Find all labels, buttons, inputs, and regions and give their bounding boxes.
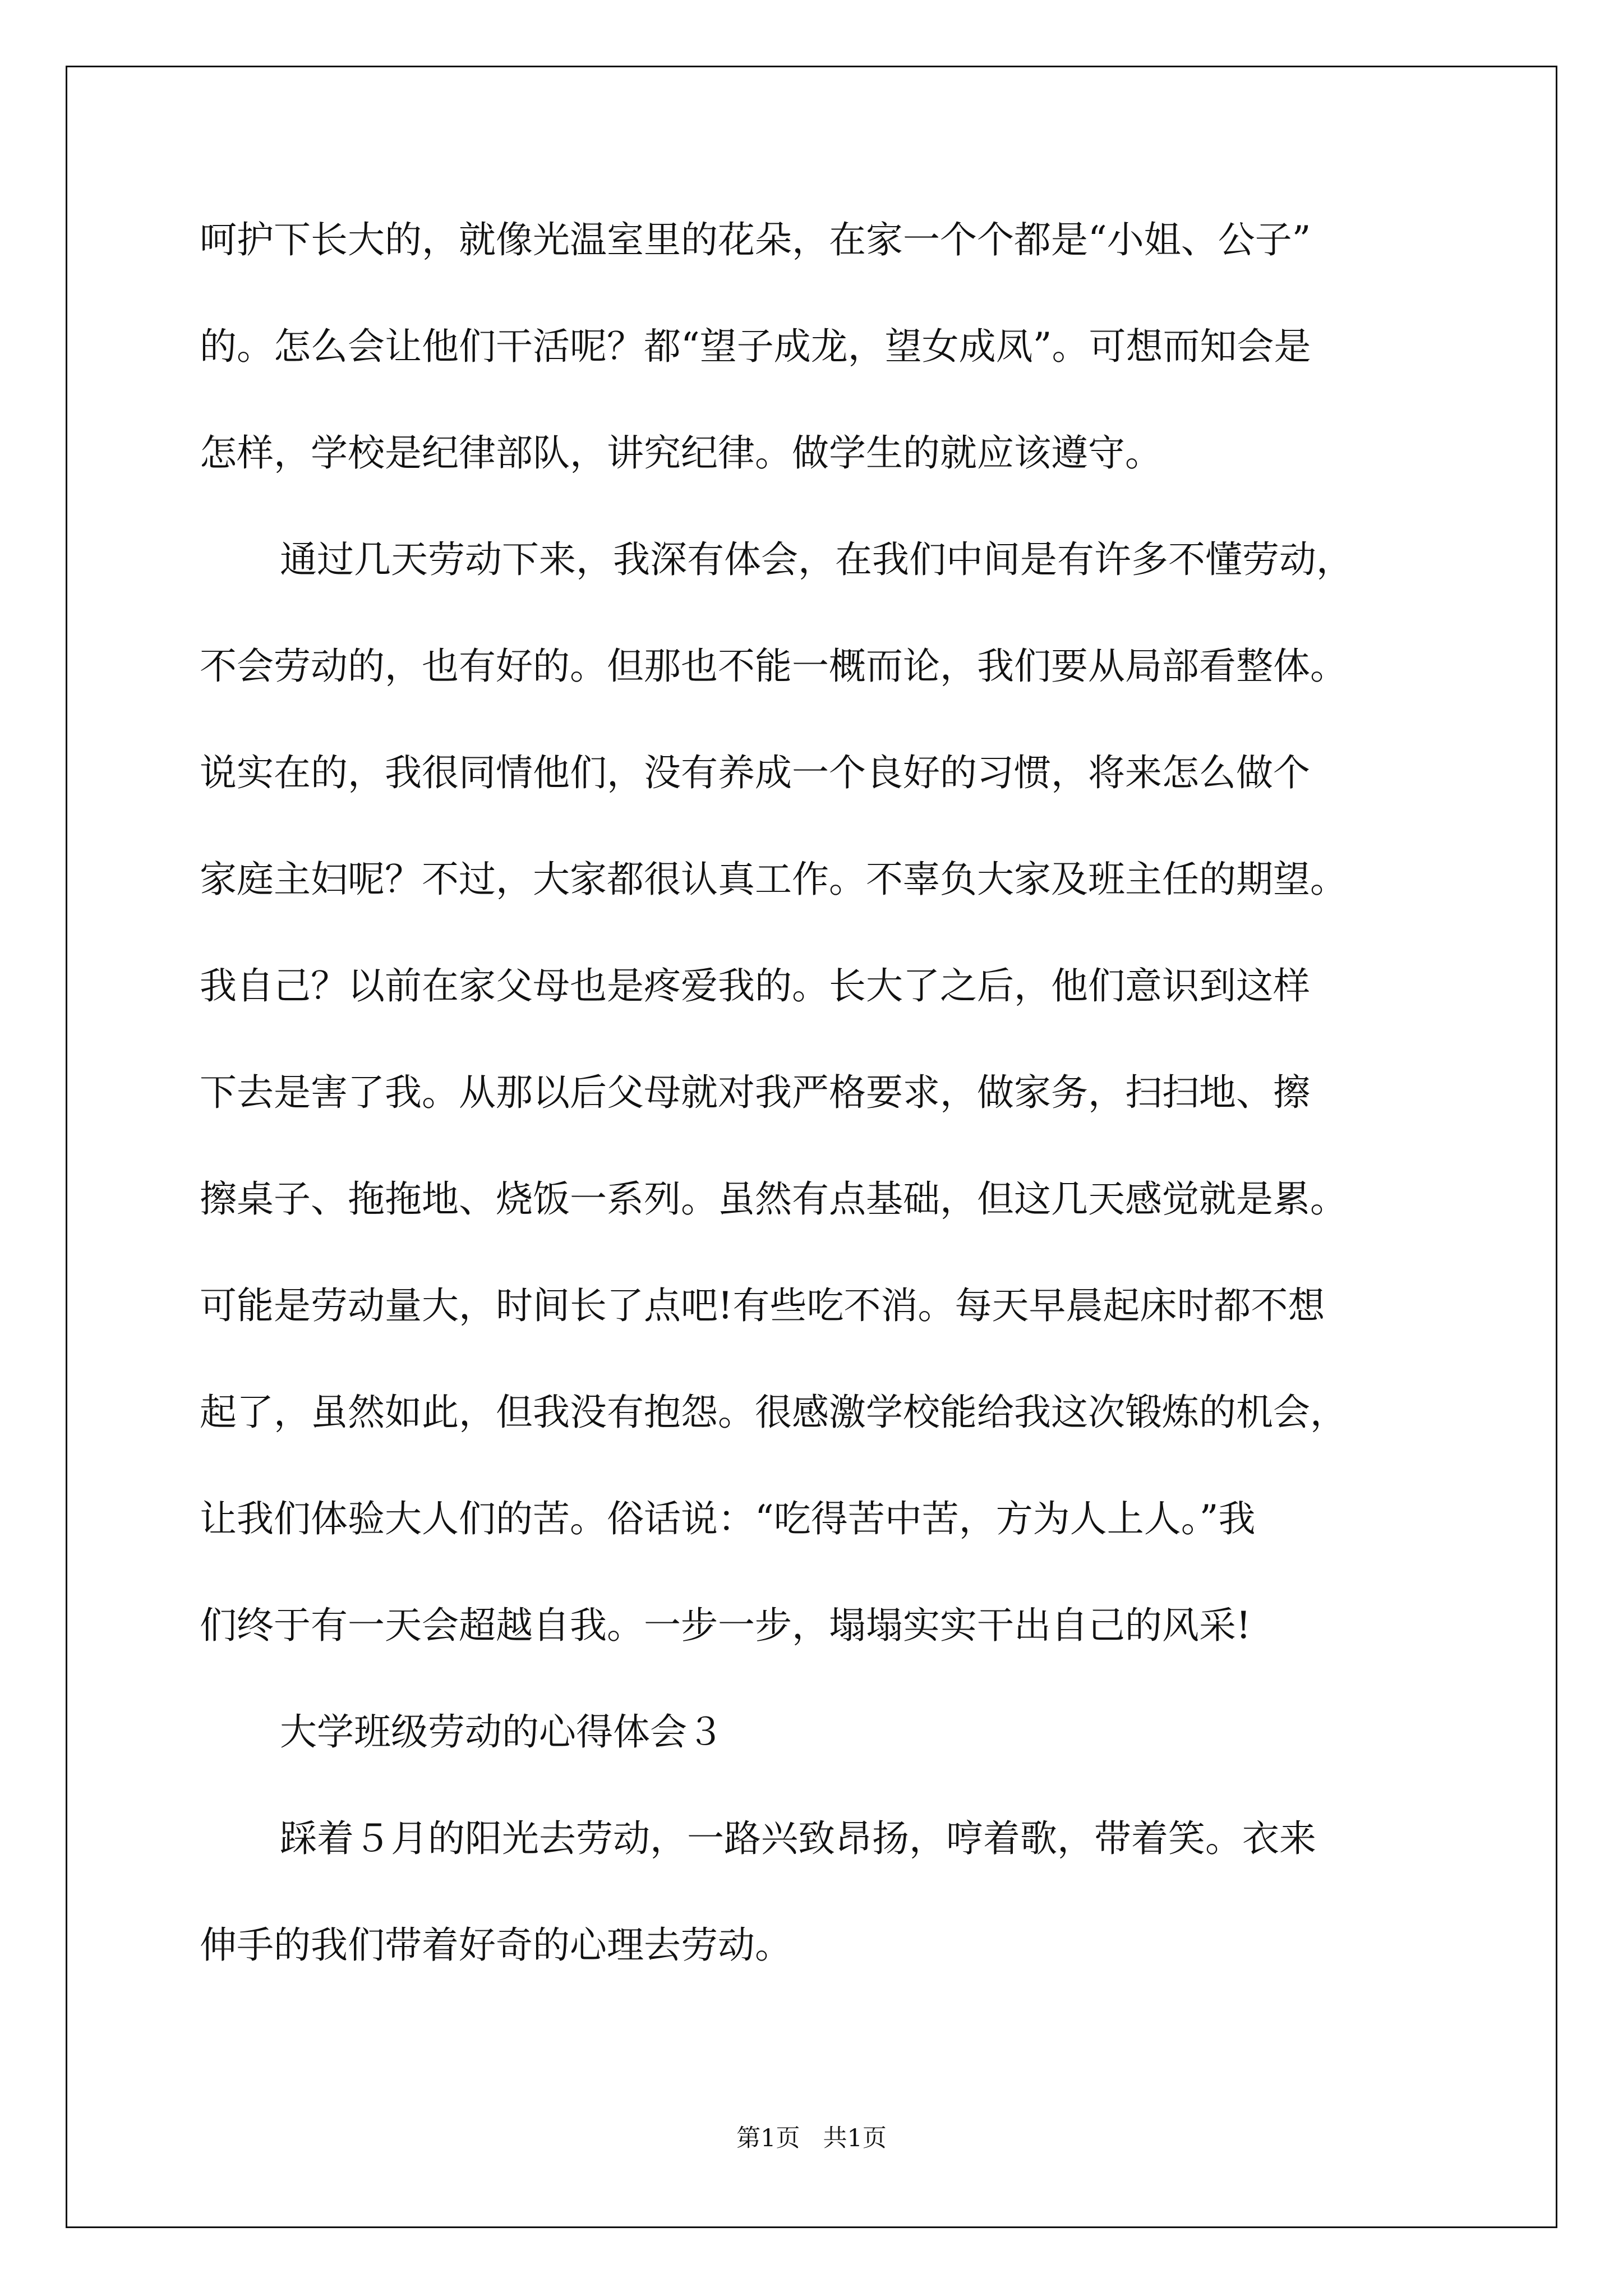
- body-text-line: 不会劳动的，也有好的。但那也不能一概而论，我们要从局部看整体。: [200, 645, 1347, 688]
- body-text-line: 们终于有一天会超越自我。一步一步，塌塌实实干出自己的风采!: [200, 1604, 1251, 1647]
- paragraph-first-line: 踩着５月的阳光去劳动，一路兴致昂扬，哼着歌，带着笑。衣来: [280, 1817, 1316, 1860]
- body-text-line: 擦桌子、拖拖地、烧饭一系列。虽然有点基础，但这几天感觉就是累。: [200, 1177, 1347, 1221]
- body-text-line: 下去是害了我。从那以后父母就对我严格要求，做家务，扫扫地、擦: [200, 1071, 1310, 1114]
- body-text-line: 起了，虽然如此，但我没有抱怨。很感激学校能给我这次锻炼的机会，: [200, 1391, 1347, 1434]
- body-text-line: 的。怎么会让他们干活呢？都“望子成龙，望女成凤”。可想而知会是: [200, 325, 1311, 368]
- page-border: [66, 66, 1557, 2228]
- body-text-line: 伸手的我们带着好奇的心理去劳动。: [200, 1924, 792, 1967]
- body-text-line: 家庭主妇呢？不过，大家都很认真工作。不辜负大家及班主任的期望。: [200, 858, 1347, 901]
- body-text-line: 怎样，学校是纪律部队，讲究纪律。做学生的就应该遵守。: [200, 431, 1162, 475]
- body-text-line: 呵护下长大的，就像光温室里的花朵，在家一个个都是“小姐、公子”: [200, 218, 1311, 261]
- page-number-footer: 第1页 共1页: [736, 2124, 887, 2152]
- body-text-line: 我自己？以前在家父母也是疼爱我的。长大了之后，他们意识到这样: [200, 964, 1310, 1007]
- body-text-line: 可能是劳动量大，时间长了点吧!有些吃不消。每天早晨起床时都不想: [200, 1284, 1325, 1327]
- section-heading: 大学班级劳动的心得体会３: [280, 1710, 724, 1754]
- paragraph-first-line: 通过几天劳动下来，我深有体会，在我们中间是有许多不懂劳动，: [280, 538, 1353, 581]
- body-text-line: 让我们体验大人们的苦。俗话说：“吃得苦中苦，方为人上人。”我: [200, 1497, 1256, 1540]
- body-text-line: 说实在的，我很同情他们，没有养成一个良好的习惯，将来怎么做个: [200, 751, 1310, 794]
